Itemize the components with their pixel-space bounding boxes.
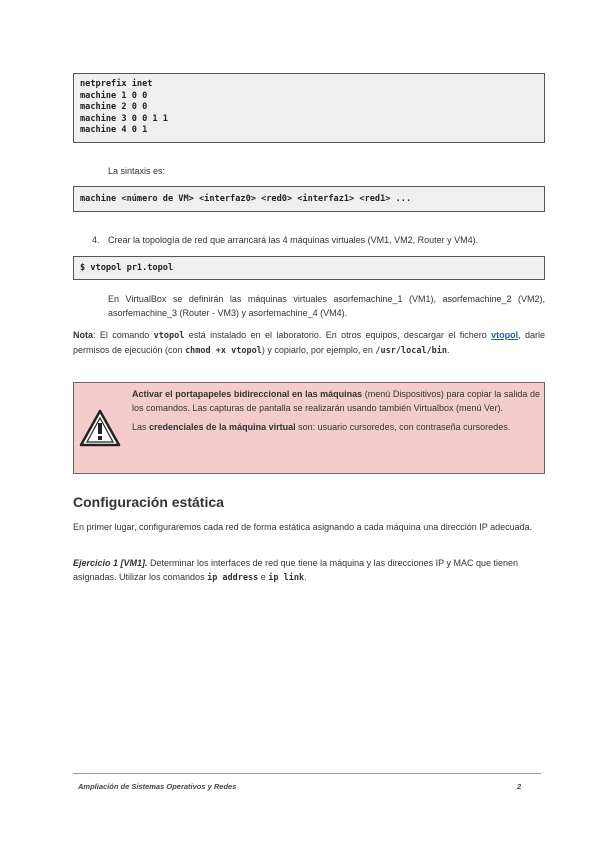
warning-text-2: Las bbox=[132, 422, 150, 432]
step-4-number: 4. bbox=[92, 235, 100, 245]
code-line: netprefix inet bbox=[80, 79, 153, 89]
install-path: /usr/local/bin bbox=[375, 346, 448, 356]
warning-box bbox=[73, 382, 545, 474]
vtopol-link[interactable]: vtopol bbox=[491, 330, 519, 340]
code-line: machine 4 0 1 bbox=[80, 125, 148, 135]
virtualbox-paragraph: En VirtualBox se definirán las máquinas virtuales asorfemachine_1 (VM1), asorfemachine_2 (VM2), asorfemachine_3 (Router - VM3) y asorfemachine_4 (VM4). bbox=[108, 294, 545, 318]
step-4-text: Crear la topología de red que arrancará las 4 máquinas virtuales (VM1, VM2, Router y VM4). bbox=[108, 235, 479, 245]
note-command: vtopol bbox=[153, 331, 185, 341]
exercise-text: . bbox=[304, 572, 307, 582]
warning-triangle-icon bbox=[79, 409, 121, 447]
section-title: Configuración estática bbox=[73, 494, 224, 510]
syntax-label: La sintaxis es: bbox=[108, 166, 166, 176]
code-block-topology bbox=[73, 73, 545, 143]
page-number: 2 bbox=[517, 782, 522, 791]
intro-paragraph: En primer lugar, configuraremos cada red de forma estática asignando a cada máquina una dirección IP adecuada. bbox=[73, 522, 533, 532]
exercise-text: e bbox=[258, 572, 269, 582]
note-text: está instalado en el laboratorio. En otros equipos, descargar el fichero bbox=[184, 330, 492, 340]
code-block-syntax bbox=[73, 186, 545, 212]
ip-address-command: ip address bbox=[207, 573, 259, 583]
note-text: : El comando bbox=[93, 330, 154, 340]
exercise-label: Ejercicio 1 [VM1]. bbox=[73, 558, 148, 568]
note-paragraph bbox=[73, 328, 545, 358]
ip-link-command: ip link bbox=[268, 573, 305, 583]
code-line: $ vtopol pr1.topol bbox=[80, 263, 174, 273]
code-block-vtopol bbox=[73, 256, 545, 280]
exercise-text: Determinar los interfaces de red que tiene la máquina y las direcciones IP y MAC que tienen asignadas. Utilizar los comandos bbox=[73, 558, 519, 582]
exercise-paragraph bbox=[73, 556, 548, 585]
warning-bold: credenciales de la máquina virtual bbox=[149, 422, 296, 432]
warning-text-1: (menú Dispositivos) para copiar la salida de los comandos. Las capturas de pantalla se realizarán usando también Virtualbox (menú Ver). bbox=[132, 389, 540, 413]
code-line: machine 2 0 0 bbox=[80, 102, 148, 112]
warning-bold: Activar el portapapeles bidireccional en las máquinas bbox=[132, 389, 363, 399]
footer-title: Ampliación de Sistemas Operativos y Redes bbox=[78, 782, 237, 791]
code-line: machine 3 0 0 1 1 bbox=[80, 113, 168, 124]
code-line: machine <número de VM> <interfaz0> <red0> <interfaz1> <red1> ... bbox=[80, 194, 412, 204]
note-text: , darle permisos de ejecución (con bbox=[73, 330, 546, 355]
note-text: ) y copiarlo, por ejemplo, en bbox=[261, 345, 376, 355]
warning-text-3: son: usuario cursoredes, con contraseña cursoredes. bbox=[295, 422, 511, 432]
chmod-command: chmod +x vtopol bbox=[185, 346, 262, 356]
note-label: Nota bbox=[73, 330, 93, 340]
footer-divider bbox=[73, 773, 541, 774]
code-line: machine 1 0 0 bbox=[80, 90, 148, 101]
note-text: . bbox=[447, 345, 450, 355]
warning-text bbox=[132, 388, 540, 441]
